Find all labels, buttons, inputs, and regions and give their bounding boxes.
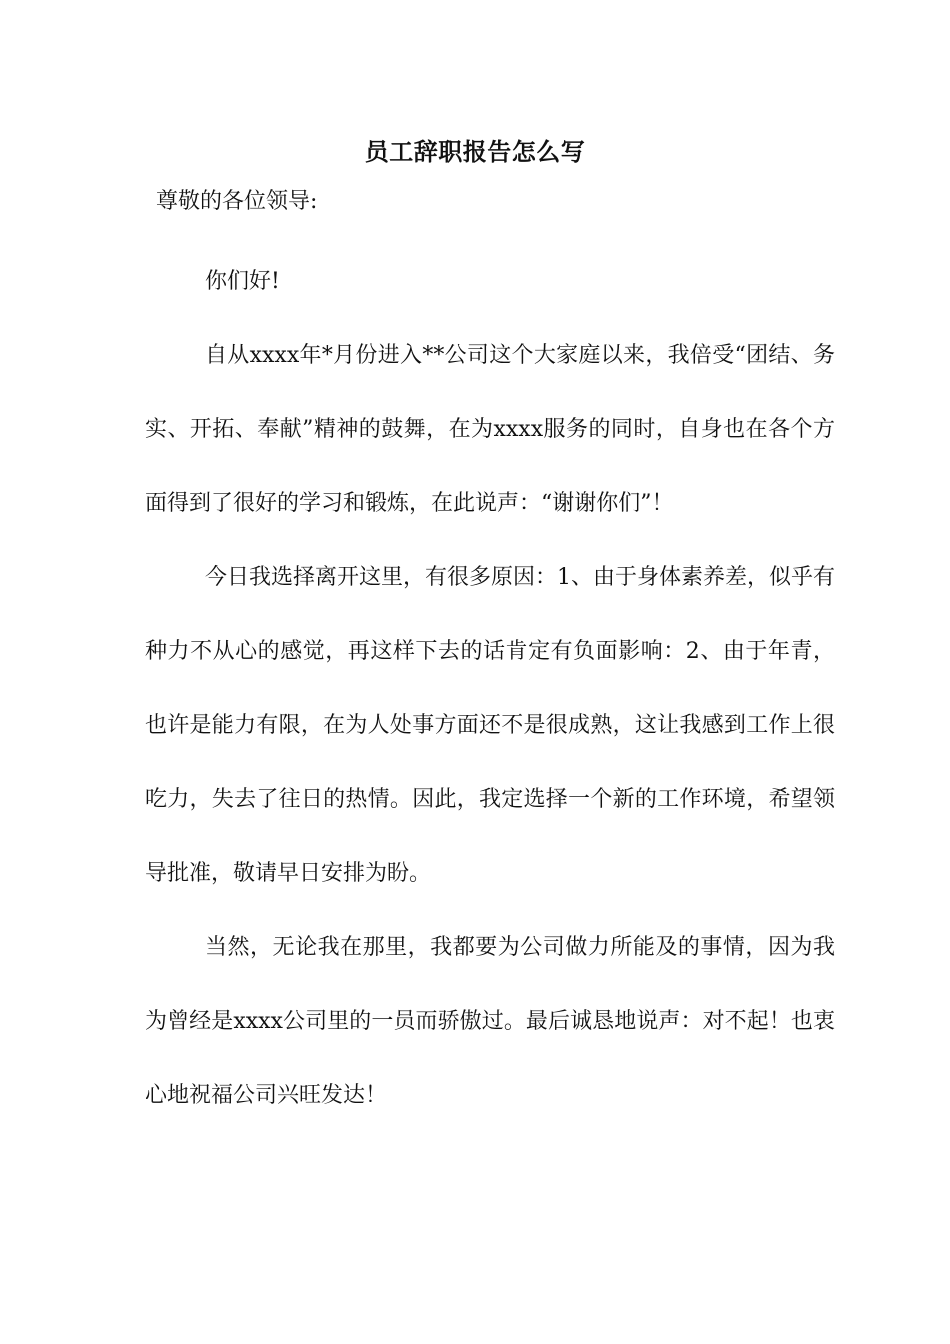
- paragraph-greeting: 你们好!: [205, 269, 280, 294]
- paragraph-closing: 当然，无论我在那里，我都要为公司做力所能及的事情，因为我为曾经是xxxx公司里的一员而骄傲过。最后诚恳地说声：对不起！也衷心地祝福公司兴旺发达！: [145, 935, 835, 1108]
- document-body: [145, 245, 835, 1133]
- paragraph-introduction: 自从xxxx年*月份进入**公司这个大家庭以来，我倍受“团结、务实、开拓、奉献”精神的鼓舞，在为xxxx服务的同时，自身也在各个方面得到了很好的学习和锻炼，在此说声：“谢谢你们”！: [145, 343, 835, 516]
- salutation: 尊敬的各位领导:: [156, 189, 318, 214]
- document-title: 员工辞职报告怎么写: [364, 137, 586, 166]
- paragraph-reasons: 今日我选择离开这里，有很多原因：1、由于身体素养差，似乎有种力不从心的感觉，再这样下去的话肯定有负面影响：2、由于年青，也许是能力有限，在为人处事方面还不是很成熟，这让我感到工作上很吃力，失去了往日的热情。因此，我定选择一个新的工作环境，希望领导批准，敬请早日安排为盼。: [145, 565, 835, 886]
